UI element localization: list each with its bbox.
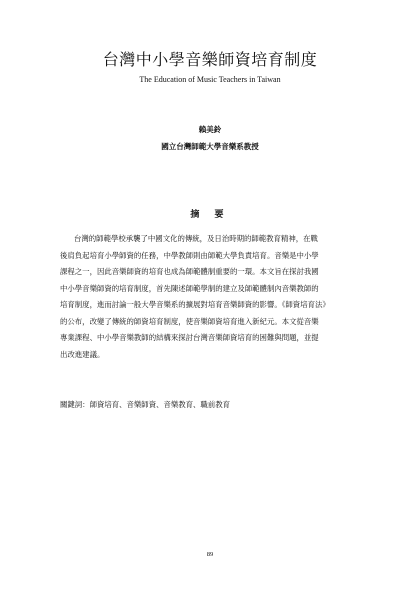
author-affiliation: 國立台灣師範大學音樂系教授 [161,142,259,151]
author-name: 賴美鈴 [198,125,222,134]
keywords: 關鍵詞：師資培育、音樂師資、音樂教育、職前教育 [60,400,230,409]
abstract-heading: 摘 要 [190,210,230,220]
abstract-line: 專業課程、中小學音樂教師的結構來探討台灣音樂師資培育的困難與問題，並提 [60,333,319,342]
abstract-line: 中小學音樂師資的培育制度，首先陳述師範學制的建立及師範體制內音樂教師的 [60,283,319,293]
paper-title-english: The Education of Music Teachers in Taiwan [139,75,281,84]
abstract-line: 課程之一，因此音樂師資的培育也成為師範體制重要的一環。本文旨在探討我國 [60,267,319,276]
page-number: 89 [206,551,214,558]
abstract-line: 的公布，改變了傳統的師資培育制度，使音樂師資培育進入新紀元。本文從音樂 [60,316,319,326]
abstract-line: 培育制度，進而討論一般大學音樂系的擴展對培育音樂師資的影響。《師資培育法》 [60,300,330,309]
abstract-body [60,231,360,363]
paper-title-chinese: 台灣中小學音樂師資培育制度 [102,50,318,69]
abstract-line: 後肩負起培育小學師資的任務，中學教師則由師範大學負責培育。音樂是中小學 [60,250,319,260]
abstract-line: 出改進建議。 [60,349,105,359]
abstract-line: 台灣的師範學校承襲了中國文化的傳統，及日治時期的師範教育精神，在戰 [74,234,318,243]
